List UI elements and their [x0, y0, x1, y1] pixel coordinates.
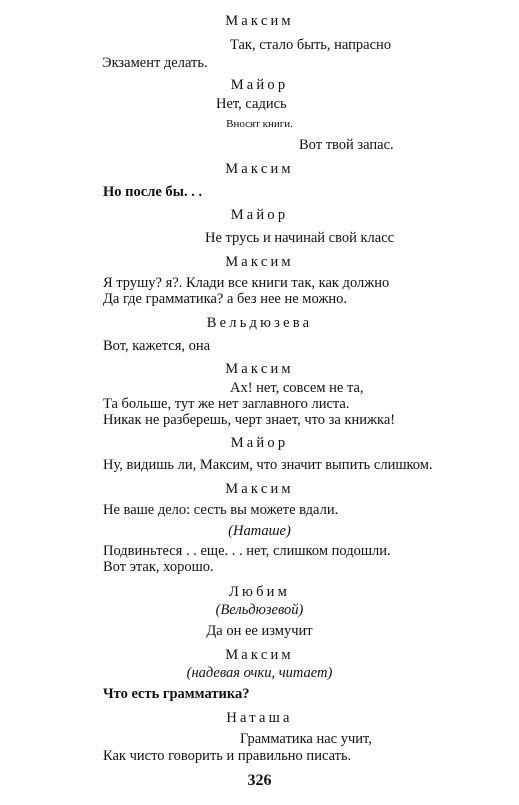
speaker-maksim: Максим [225, 161, 294, 177]
speaker-maksim: Максим [225, 481, 294, 497]
verse-line: Не трусь и начинай свой класс [205, 230, 395, 246]
stage-direction: Вносят книги. [226, 118, 293, 130]
verse-line: Нет, садись [216, 96, 287, 112]
speaker-natasha: Наташа [226, 710, 293, 726]
stage-direction: (Наташе) [228, 523, 291, 539]
speaker-veldyuzeva: Вельдюзева [206, 315, 313, 331]
verse-line: Никак не разберешь, черт знает, что за книжка! [103, 412, 396, 428]
speaker-maksim: Максим [225, 13, 294, 29]
speaker-lyubim: Любим [229, 584, 290, 600]
verse-line: Ну, видишь ли, Максим, что значит выпить слишком. [103, 457, 433, 473]
verse-line: Что есть грамматика? [103, 686, 250, 702]
verse-line: Подвиньтеся . . еще. . . нет, слишком подошли. [103, 543, 391, 559]
verse-line: Та больше, тут же нет заглавного листа. [103, 396, 350, 412]
page-number: 326 [247, 772, 272, 789]
speaker-maksim: Максим [225, 647, 294, 663]
verse-line: Экзамент делать. [102, 55, 208, 71]
verse-line: Да где грамматика? а без нее не можно. [103, 291, 347, 307]
verse-line: Грамматика нас учит, [240, 731, 372, 747]
verse-line: Вот, кажется, она [103, 338, 211, 354]
verse-line: Не ваше дело: сесть вы можете вдали. [103, 502, 339, 518]
speaker-major: Майор [230, 435, 289, 451]
verse-line: Но после бы. . . [103, 184, 203, 200]
stage-direction: (надевая очки, читает) [186, 665, 333, 681]
verse-line: Как чисто говорить и правильно писать. [103, 748, 352, 764]
verse-line: Я трушу? я?. Клади все книги так, как должно [103, 275, 390, 291]
verse-line: Так, стало быть, напрасно [230, 37, 392, 53]
stage-direction: (Вельдюзевой) [215, 602, 304, 618]
speaker-major: Майор [230, 207, 289, 223]
verse-line: Ах! нет, совсем не та, [230, 380, 364, 396]
speaker-maksim: Максим [225, 254, 294, 270]
verse-line: Вот твой запас. [299, 137, 394, 153]
verse-line: Да он ее измучит [206, 623, 313, 639]
speaker-major: Майор [230, 77, 289, 93]
verse-line: Вот этак, хорошо. [103, 559, 214, 575]
speaker-maksim: Максим [225, 361, 294, 377]
